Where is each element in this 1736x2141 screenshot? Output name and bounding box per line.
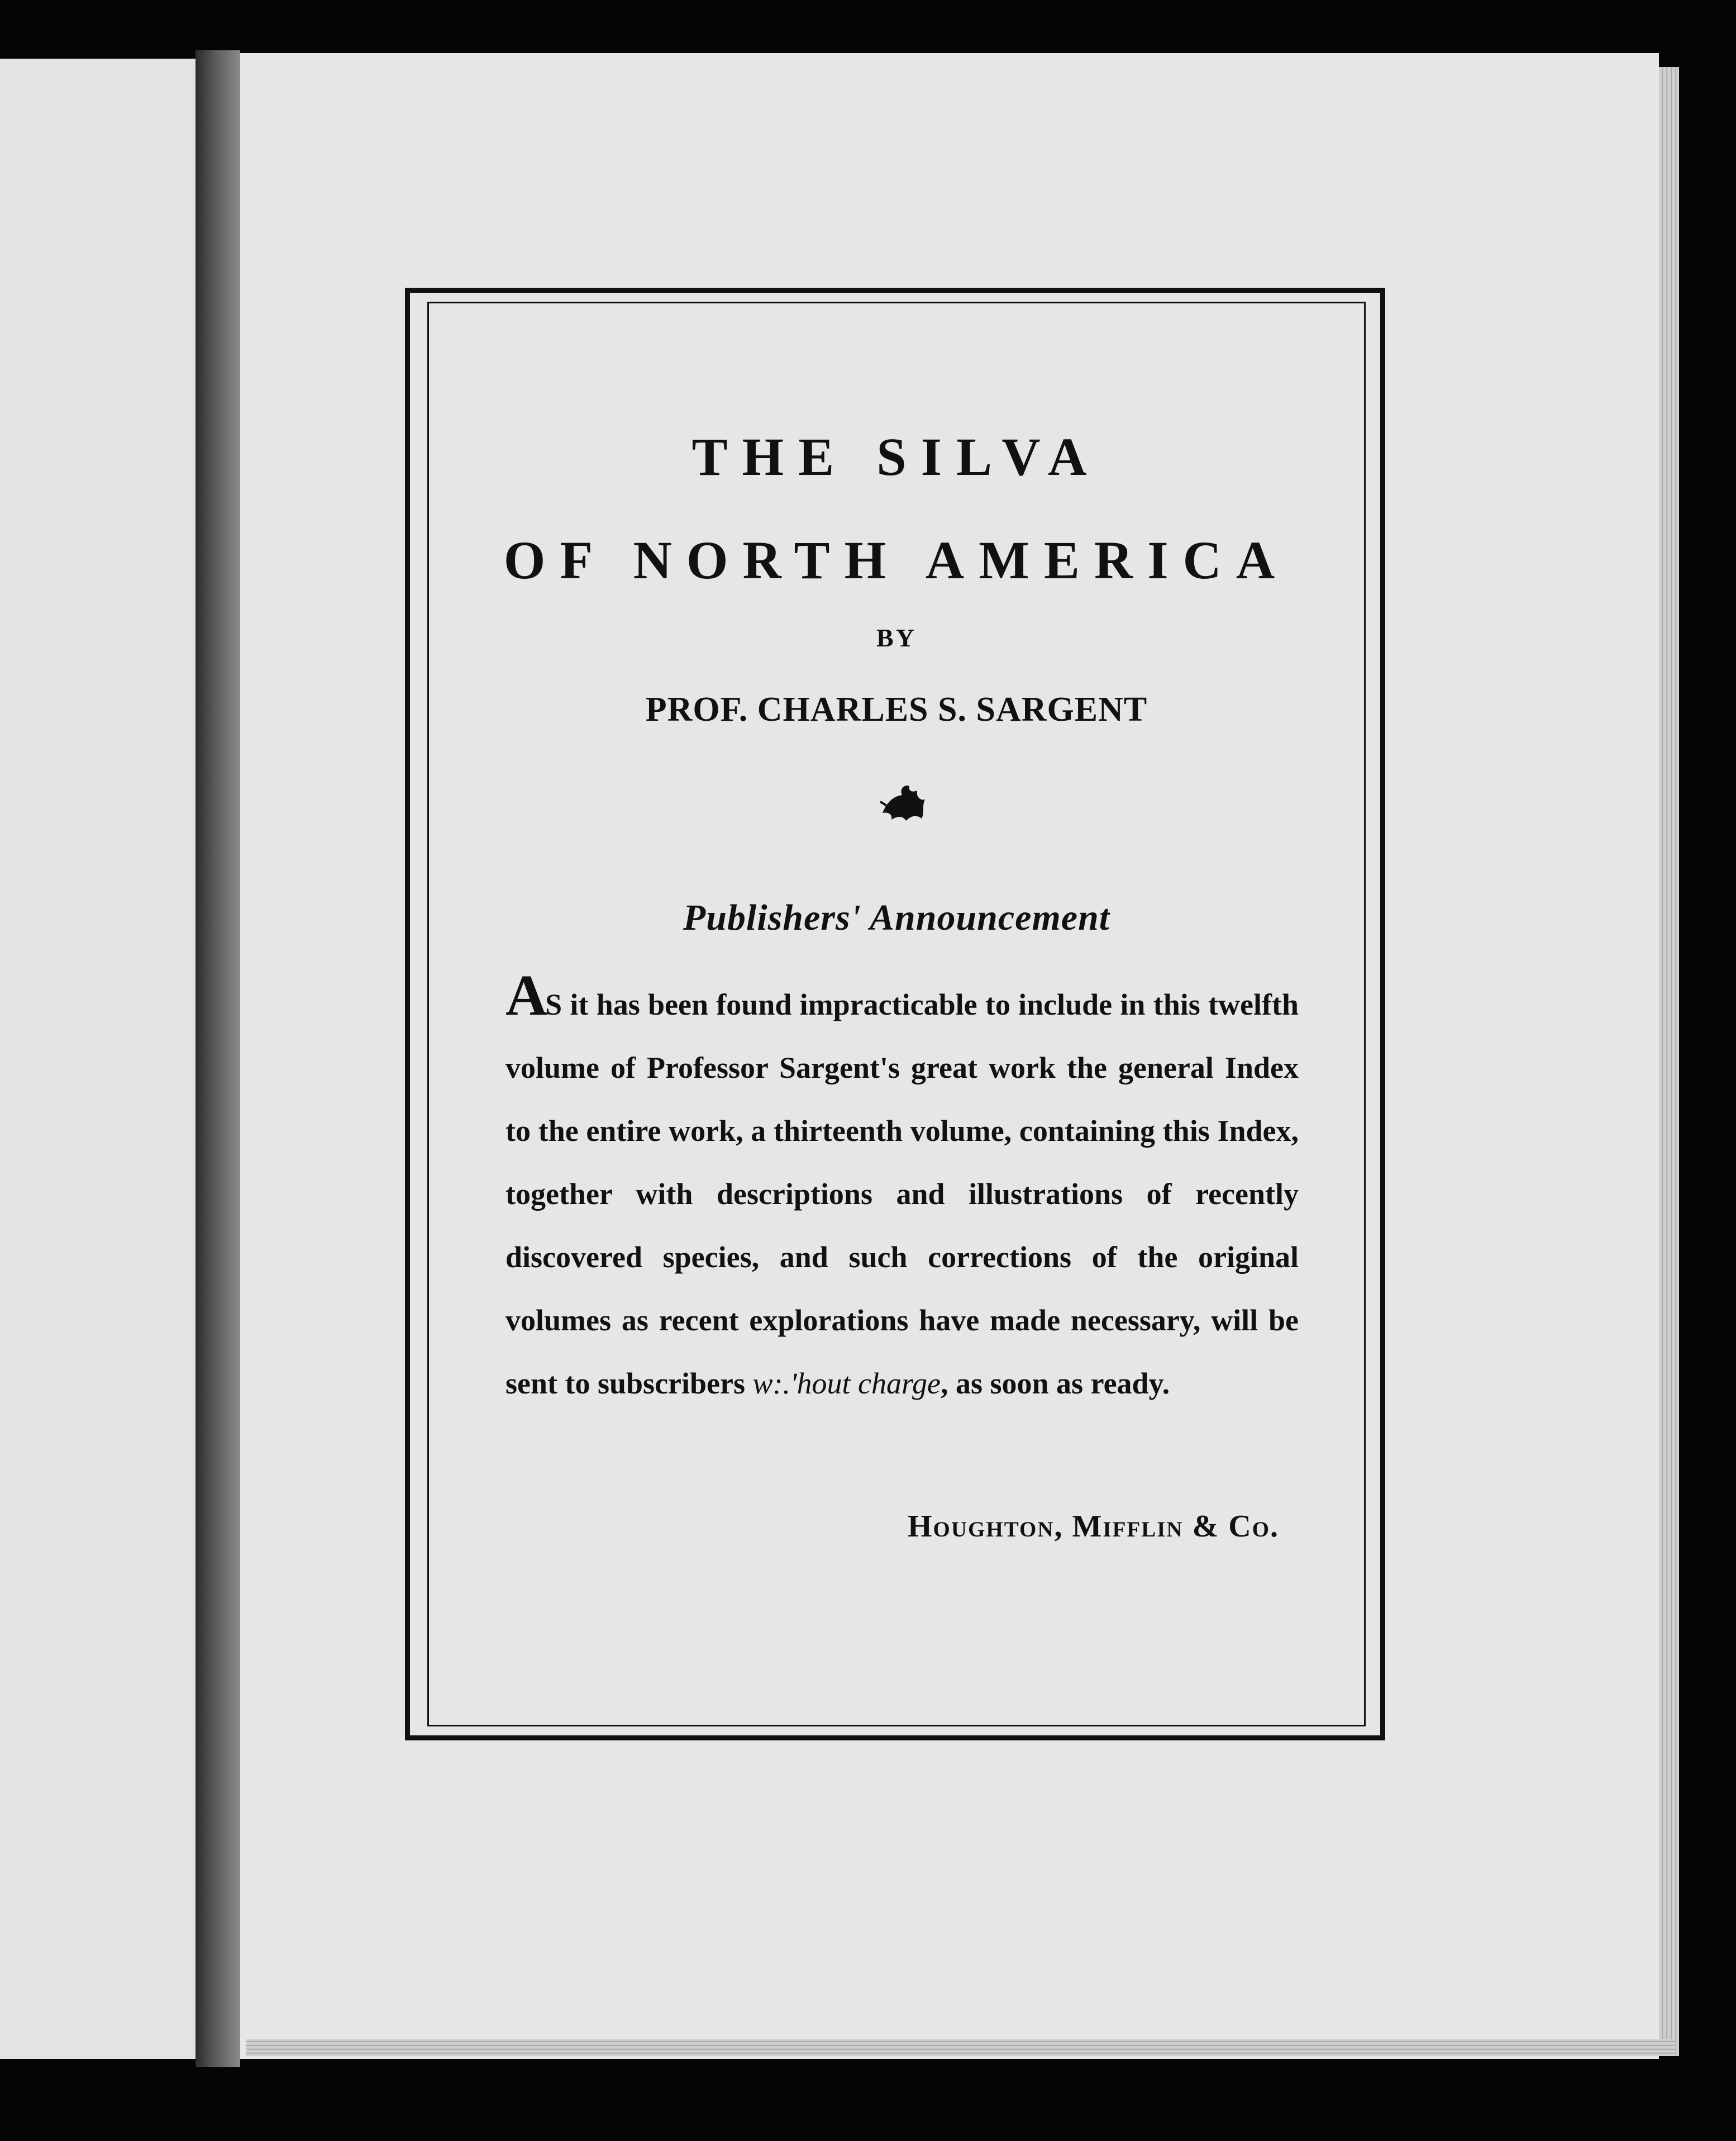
page-stack-edge [1659,67,1679,2056]
publisher-signature: Houghton, Mifflin & Co. [908,1509,1279,1544]
announcement-content [492,413,1301,1671]
by-label: BY [876,624,917,652]
body-text-end: , as soon as ready. [941,1367,1170,1400]
author-name: PROF. CHARLES S. SARGENT [645,691,1148,729]
lead-word-rest: S [545,988,562,1021]
left-page-edge [0,59,195,2059]
title-line-1: THE SILVA [691,427,1101,487]
drop-cap-letter: A [505,963,546,1027]
book-gutter [195,50,240,2067]
title-line-2: OF NORTH AMERICA [503,530,1290,590]
body-text-main: it has been found impracticable to include in this twelfth volume of Professor Sargent's great work the general Index to the entire work, a thirteenth volume, containing this Index, together with descriptions and illustrations of recently discovered species, and such corrections of the original volumes as recent explorations have made necessary, will be sent to subscribers [505,988,1299,1400]
page-stack-bottom-edge [246,2039,1676,2056]
announcement-body [505,963,1299,1415]
body-text-italic: w:.'hout charge [752,1367,941,1400]
announcement-heading: Publishers' Announcement [683,897,1110,938]
leaf-ornament-icon [877,779,927,830]
